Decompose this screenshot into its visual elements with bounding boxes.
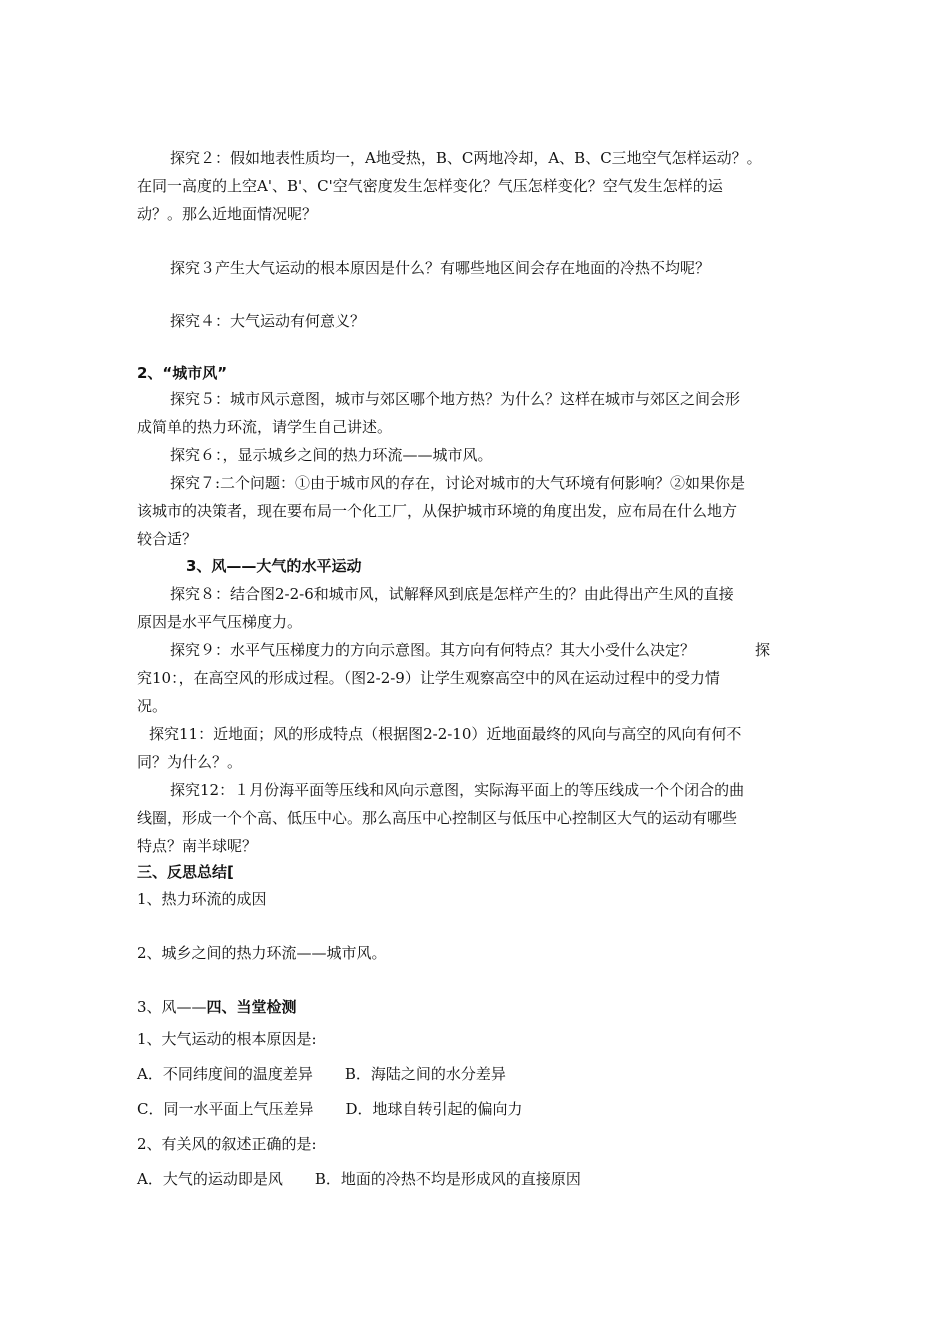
inquiry-9 <box>170 640 817 660</box>
inquiry-2-line-3: 动？。那么近地面情况呢？ <box>137 205 318 223</box>
inquiry-12-line-3: 特点？南半球呢？ <box>137 837 258 855</box>
inquiry-8-line-1: 探究８：结合图2-2-6和城市风，试解释风到底是怎样产生的？由此得出产生风的直接 <box>170 585 734 603</box>
inquiry-5-line-2: 成简单的热力环流，请学生自己讲述。 <box>137 418 393 436</box>
summary-item-3 <box>137 997 817 1017</box>
quiz-q2-option-b: B．地面的冷热不均是形成风的直接原因 <box>314 1170 581 1188</box>
inquiry-12-line-1: 探究12：１月份海平面等压线和风向示意图，实际海平面上的等压线成一个个闭合的曲 <box>170 781 745 799</box>
inquiry-11-line-2: 同？为什么？。 <box>137 753 243 771</box>
quiz-q1-options-row-1 <box>137 1064 817 1084</box>
section-heading-urban-wind: 2、“城市风” <box>137 364 228 382</box>
quiz-q1-option-c: C．同一水平面上气压差异 <box>137 1100 314 1118</box>
inquiry-11-line-1: 探究11：近地面；风的形成特点（根据图2-2-10）近地面最终的风向与高空的风向有何不 <box>149 725 742 743</box>
inquiry-2-line-2: 在同一高度的上空A'、B'、C'空气密度发生怎样变化？气压怎样变化？空气发生怎样的运 <box>137 177 723 195</box>
section-heading-horizontal-motion: 3、风——大气的水平运动 <box>186 557 362 575</box>
inquiry-7-line-3: 较合适？ <box>137 530 198 548</box>
inquiry-10-line-1: 究10：，在高空风的形成过程。（图2-2-9）让学生观察高空中的风在运动过程中的受力情 <box>137 669 720 687</box>
quiz-question-2: 2、有关风的叙述正确的是: <box>137 1135 317 1153</box>
inquiry-12-line-2: 线圈，形成一个个高、低压中心。那么高压中心控制区与低压中心控制区大气的运动有哪些 <box>137 809 738 827</box>
quiz-q1-options-row-2 <box>137 1099 817 1119</box>
quiz-q1-option-b: B．海陆之间的水分差异 <box>344 1065 506 1083</box>
section-heading-summary: 三、反思总结[ <box>137 863 234 881</box>
inquiry-10-line-2: 况。 <box>137 697 168 715</box>
summary-item-3-prefix: 3、风—— <box>137 998 207 1016</box>
quiz-question-1: 1、大气运动的根本原因是: <box>137 1030 317 1048</box>
quiz-q2-option-a: A．大气的运动即是风 <box>137 1170 283 1188</box>
inquiry-4: 探究４：大气运动有何意义？ <box>170 312 366 330</box>
summary-item-1: 1、热力环流的成因 <box>137 890 267 908</box>
inquiry-8-line-2: 原因是水平气压梯度力。 <box>137 613 303 631</box>
quiz-q1-option-a: A．不同纬度间的温度差异 <box>137 1065 313 1083</box>
inquiry-6: 探究６：，显示城乡之间的热力环流——城市风。 <box>170 446 493 464</box>
inquiry-2-line-1: 探究２：假如地表性质均一，A地受热，B、C两地冷却，A、B、C三地空气怎样运动？。 <box>170 149 762 167</box>
inquiry-7-line-1: 探究７:二个问题：①由于城市风的存在，讨论对城市的大气环境有何影响？②如果你是 <box>170 474 746 492</box>
inquiry-7-line-2: 该城市的决策者，现在要布局一个化工厂，从保护城市环境的角度出发，应布局在什么地方 <box>137 502 738 520</box>
section-heading-quiz: 四、当堂检测 <box>206 998 297 1016</box>
inquiry-3: 探究３产生大气运动的根本原因是什么？有哪些地区间会存在地面的冷热不均呢？ <box>170 259 711 277</box>
quiz-q1-option-d: D．地球自转引起的偏向力 <box>345 1100 523 1118</box>
quiz-q2-options-row-1 <box>137 1169 817 1189</box>
inquiry-9-text: 探究９：水平气压梯度力的方向示意图。其方向有何特点？其大小受什么决定？ <box>170 641 696 659</box>
inquiry-10-start: 探 <box>755 641 771 659</box>
summary-item-2: 2、城乡之间的热力环流——城市风。 <box>137 944 387 962</box>
inquiry-5-line-1: 探究５：城市风示意图，城市与郊区哪个地方热？为什么？这样在城市与郊区之间会形 <box>170 390 741 408</box>
